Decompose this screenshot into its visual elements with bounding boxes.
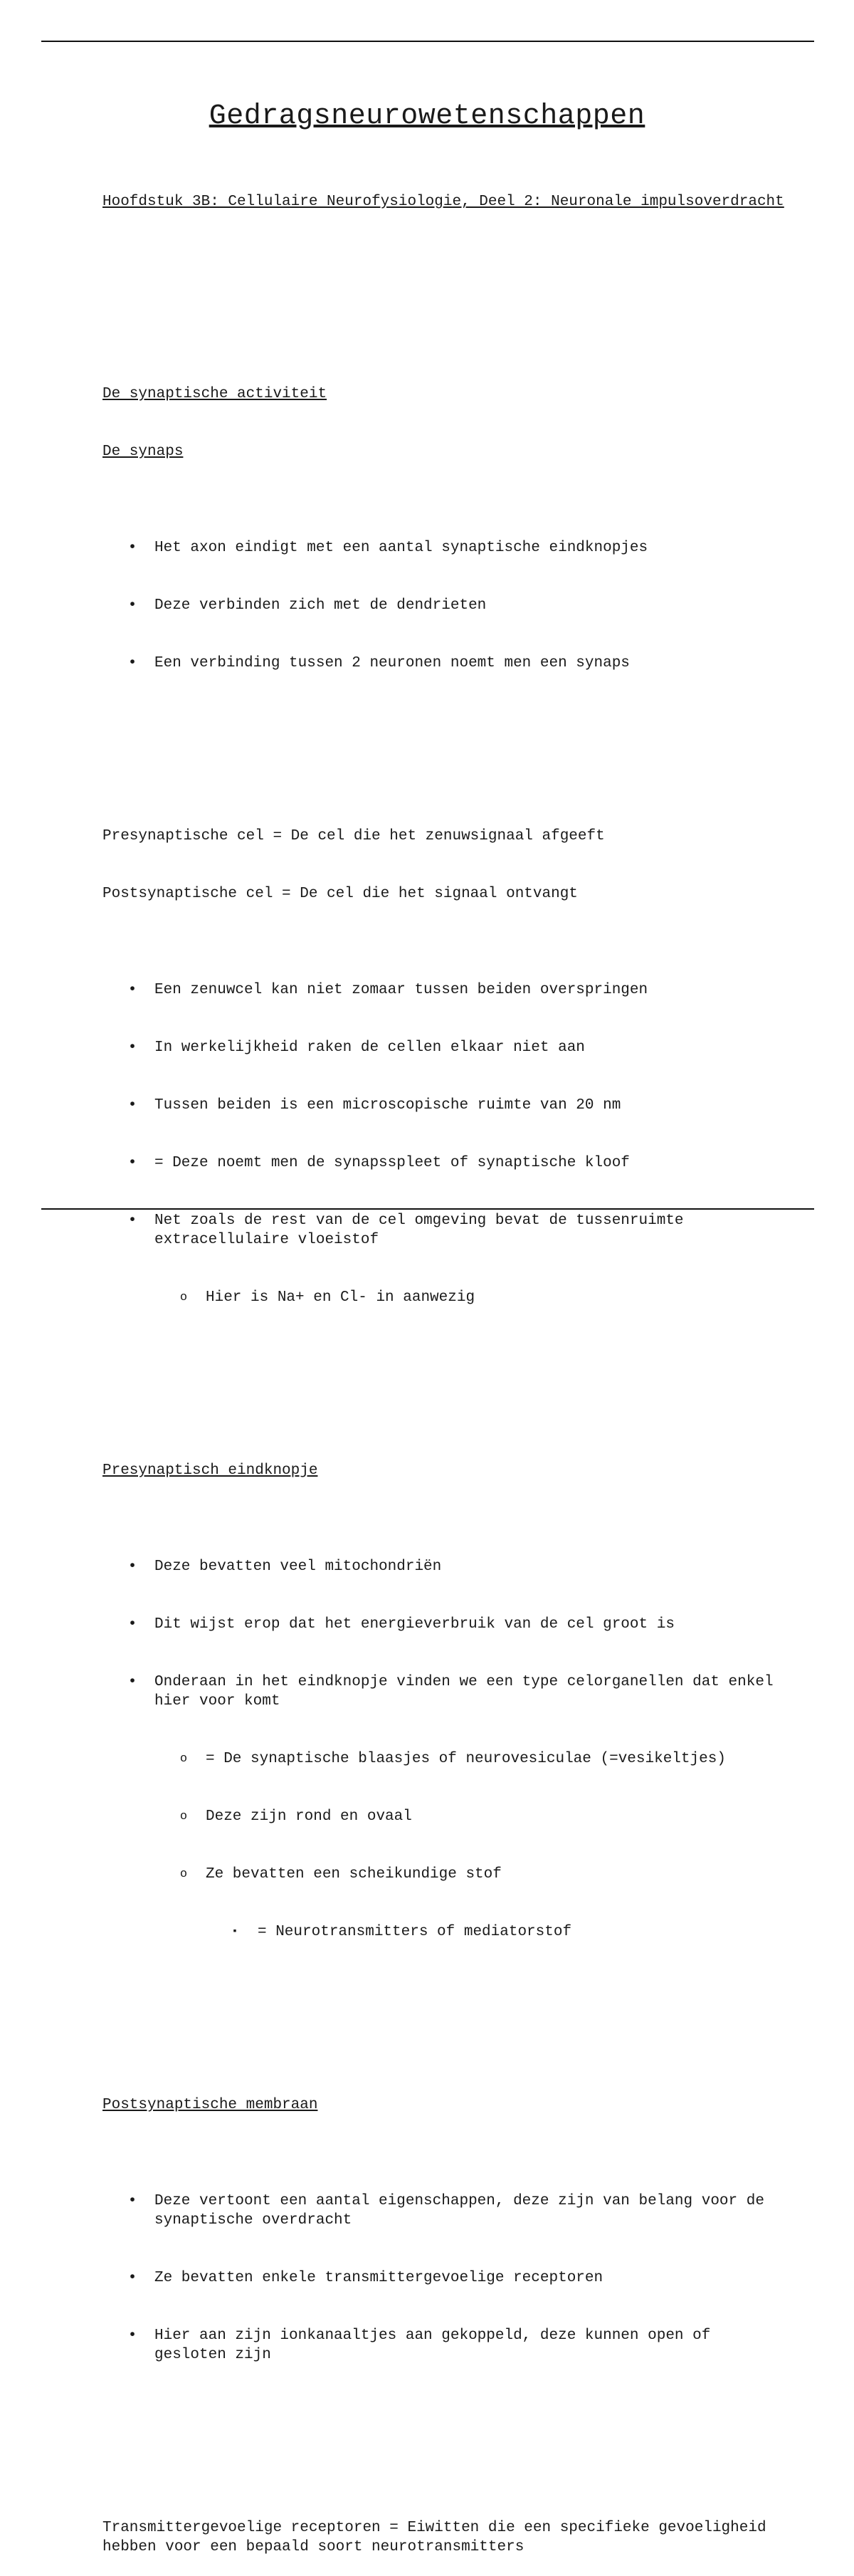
presynaptic-bullet-list	[102, 1519, 786, 1980]
list-item: • Onderaan in het eindknopje vinden we een type celorganellen dat enkel hier voor komt	[102, 1672, 786, 1711]
closing-definition: Transmittergevoelige receptoren = Eiwitten die een specifieke gevoeligheid hebben voor een bepaald soort neurotransmitters	[102, 2520, 776, 2555]
bullet-icon: •	[127, 1213, 137, 1229]
document-body	[102, 154, 786, 2576]
definition-presynaptic: Presynaptische cel = De cel die het zenuwsignaal afgeeft	[102, 828, 605, 844]
document-title: Gedragsneurowetenschappen	[209, 100, 645, 132]
bullet-icon: •	[127, 1040, 137, 1056]
bullet-icon: •	[127, 1674, 137, 1690]
list-item: o Hier is Na+ en Cl- in aanwezig	[102, 1288, 786, 1307]
chapter-heading: Hoofdstuk 3B: Cellulaire Neurofysiologie, Deel 2: Neuronale impulsoverdracht	[102, 194, 784, 210]
circle-bullet-icon: o	[179, 1868, 188, 1881]
list-item: • Tussen beiden is een microscopische ruimte van 20 nm	[102, 1096, 786, 1115]
bullet-icon: •	[127, 1616, 137, 1633]
list-item: • Deze verbinden zich met de dendrieten	[102, 596, 786, 615]
list-item: • Een zenuwcel kan niet zomaar tussen beiden overspringen	[102, 980, 786, 1000]
bullet-icon: •	[127, 2270, 137, 2286]
list-item: • Net zoals de rest van de cel omgeving bevat de tussenruimte extracellulaire vloeistof	[102, 1211, 786, 1250]
bullet-icon: •	[127, 1559, 137, 1575]
list-item: • Ze bevatten enkele transmittergevoelige receptoren	[102, 2268, 786, 2288]
square-bullet-icon: ▪	[231, 1926, 238, 1937]
list-item: • In werkelijkheid raken de cellen elkaar niet aan	[102, 1038, 786, 1057]
list-item: • Dit wijst erop dat het energieverbruik van de cel groot is	[102, 1615, 786, 1634]
list-item: • Een verbinding tussen 2 neuronen noemt men een synaps	[102, 654, 786, 673]
list-item: • Het axon eindigt met een aantal synaptische eindknopjes	[102, 538, 786, 557]
circle-bullet-icon: o	[179, 1810, 188, 1823]
list-item: • = Deze noemt men de synapsspleet of synaptische kloof	[102, 1153, 786, 1173]
list-item: • Deze vertoont een aantal eigenschappen, deze zijn van belang voor de synaptische overdracht	[102, 2192, 786, 2230]
bullet-icon: •	[127, 1097, 137, 1114]
postsynaptic-bullet-list	[102, 2153, 786, 2403]
bullet-icon: •	[127, 540, 137, 556]
bullet-icon: •	[127, 2193, 137, 2209]
section-heading: De synaptische activiteit	[102, 386, 327, 402]
list-item: ▪ = Neurotransmitters of mediatorstof	[102, 1922, 786, 1942]
circle-bullet-icon: o	[179, 1291, 188, 1304]
list-item: o Ze bevatten een scheikundige stof	[102, 1865, 786, 1884]
definition-postsynaptic: Postsynaptische cel = De cel die het signaal ontvangt	[102, 886, 578, 902]
bullet-icon: •	[127, 982, 137, 998]
synapse-bullet-list	[102, 500, 786, 711]
bullet-icon: •	[127, 597, 137, 614]
bullet-icon: •	[127, 655, 137, 671]
subsection-heading-presynaptic: Presynaptisch eindknopje	[102, 1462, 318, 1479]
bullet-icon: •	[127, 2328, 137, 2344]
list-item: o = De synaptische blaasjes of neurovesiculae (=vesikeltjes)	[102, 1749, 786, 1769]
footer-rule	[41, 1208, 814, 1210]
subsection-heading-synapse: De synaps	[102, 444, 184, 460]
subsection-heading-postsynaptic: Postsynaptische membraan	[102, 2097, 318, 2113]
header-rule	[41, 41, 814, 42]
circle-bullet-icon: o	[179, 1752, 188, 1766]
cleft-bullet-list	[102, 942, 786, 1346]
bullet-icon: •	[127, 1155, 137, 1171]
list-item: • Hier aan zijn ionkanaaltjes aan gekoppeld, deze kunnen open of gesloten zijn	[102, 2326, 786, 2365]
list-item: o Deze zijn rond en ovaal	[102, 1807, 786, 1826]
list-item: • Deze bevatten veel mitochondriën	[102, 1557, 786, 1576]
